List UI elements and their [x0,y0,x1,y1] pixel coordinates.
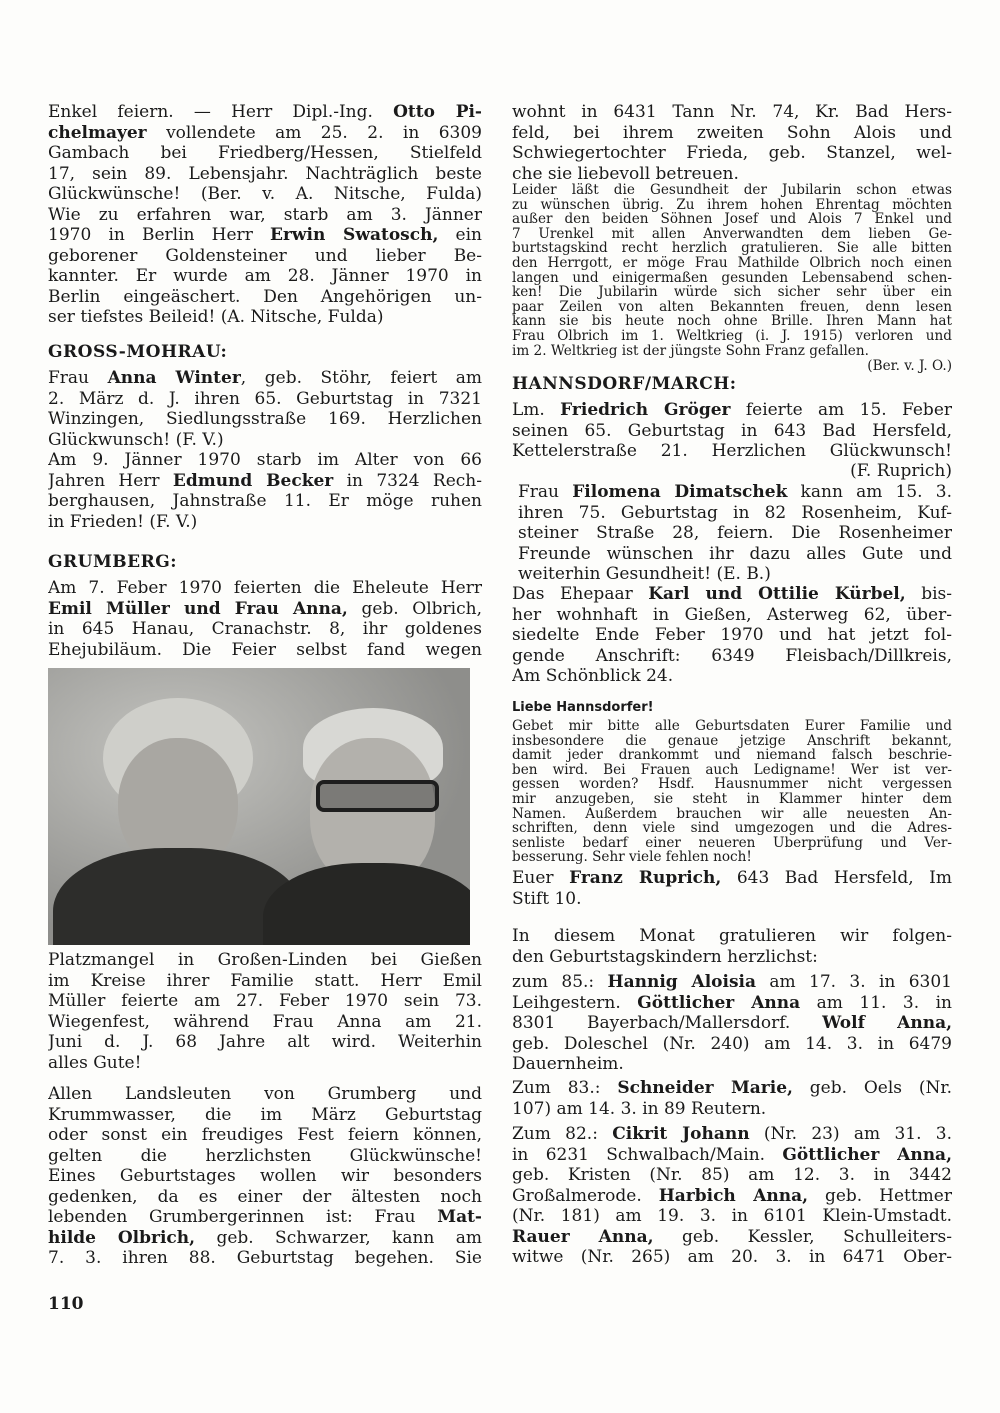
bold-name: Otto Pi- [393,102,482,122]
text-line: siedelte Ende Feber 1970 und hat jetzt fol- [512,625,952,645]
text-line: oder sonst ein freudiges Fest feiern können, [48,1125,482,1145]
text-line: Stift 10. [512,888,582,909]
text-line: seinen 65. Geburtstag in 643 Bad Hersfeld, [512,420,952,441]
bold-name: Anna Winter [107,368,241,388]
text-line: Leider läßt die Gesundheit der Jubilarin schon etwas [512,183,952,198]
text-line: zu wünschen übrig. Zu ihrem hohen Ehrentag möchten [512,197,952,213]
bold-name: Friedrich Gröger [560,400,731,420]
text-line: damit jeder drankommt und niemand falsch beschrie- [512,748,952,763]
text-line: Gambach bei Friedberg/Hessen, Stielfeld [48,143,482,163]
paragraph-82 [512,1124,952,1268]
note-olbrich-sign [512,359,952,374]
text-line: paar Zeilen von alten Bekannten freuen, denn lesen [512,299,952,315]
bold-name: Wolf Anna, [822,1013,952,1033]
text-line: gelten die herzlichsten Glückwünsche! [48,1145,482,1166]
bold-name: chelmayer [48,122,147,143]
text-line: alles Gute! [48,1052,142,1073]
text-line: Winzingen, Siedlungsstraße 169. Herzlichen [48,409,482,429]
text-line: im Kreise ihrer Familie statt. Herr Emil [48,970,482,991]
paragraph-filomena-dimatschek [518,482,952,585]
text-line: in 645 Hanau, Cranachstr. 8, ihr goldenes [48,619,482,639]
text-line: Dauernheim. [512,1054,624,1074]
text-line: Am 7. Feber 1970 feierten die Eheleute Herr [48,578,482,598]
bold-name: Emil Müller und Frau Anna, [48,598,348,619]
text-line: 2. März d. J. ihren 65. Geburtstag in 7321 [48,388,482,409]
text-line: Müller feierte am 27. Feber 1970 sein 73. [48,991,482,1011]
bold-name: Erwin Swatosch, [270,225,439,245]
text-line: gende Anschrift: 6349 Fleisbach/Dillkreis, [512,645,952,666]
text-line: 8301 Bayerbach/Mallersdorf. Wolf Anna, [512,1013,952,1033]
text-line: Wiegenfest, während Frau Anna am 21. [48,1011,482,1032]
text-line: den Geburtstagskindern herzlichst: [512,946,818,967]
paragraph-85 [512,972,952,1075]
bold-name: Harbich Anna, [658,1185,809,1206]
signature: (Ber. v. J. O.) [867,359,952,374]
text-line: steiner Straße 28, feiern. Die Rosenheimer [518,523,952,543]
man-glasses [316,780,439,812]
text-line: wohnt in 6431 Tann Nr. 74, Kr. Bad Hers- [512,102,952,122]
paragraph-groeger-sign [512,461,952,482]
text-line: Berlin eingeäschert. Den Angehörigen un- [48,286,482,307]
text-line: Leihgestern. Göttlicher Anna am 11. 3. in [512,992,952,1013]
text-line: hilde Olbrich, geb. Schwarzer, kann am [48,1227,482,1248]
text-line: Eines Geburtstages wollen wir besonders [48,1166,482,1186]
text-line: Namen. Außerdem brauchen wir alle neuesten An- [512,806,952,822]
text-line: berghausen, Jahnstraße 11. Er möge ruhen [48,491,482,511]
bold-name: Mat- [437,1207,482,1227]
text-line: Wie zu erfahren war, starb am 3. Jänner [48,204,482,225]
text-line: Glückwünsche! (Ber. v. A. Nitsche, Fulda) [48,184,482,204]
paragraph-friedrich-groeger [512,400,952,462]
text-line: ben wird. Bei Frauen auch Ledigname! Wer ist ver- [512,762,952,778]
text-line: außer den beiden Söhnen Josef und Alois 7 Enkel und [512,212,952,227]
text-line: Glückwunsch! (F. V.) [48,429,224,450]
text-line: 1970 in Berlin Herr Erwin Swatosch, ein [48,225,482,245]
text-line: Lm. Friedrich Gröger feierte am 15. Feber [512,400,952,420]
paragraph-emil-mueller [48,578,482,660]
text-line: Allen Landsleuten von Grumberg und [48,1084,482,1104]
bold-name: Franz Ruprich, [569,868,722,888]
text-line: in Frieden! (F. V.) [48,511,198,532]
note-olbrich [512,183,952,358]
heading-hannsdorf-march: HANNSDORF/MARCH: [512,374,737,394]
text-line: insbesondere die genaue jetzige Anschrift bekannt, [512,733,952,749]
text-line: 17, sein 89. Lebensjahr. Nachträglich beste [48,163,482,184]
text-line: langen und einigermaßen gesunden Lebensabend schen- [512,270,952,286]
text-line: im 2. Weltkrieg ist der jüngste Sohn Franz gefallen. [512,343,869,359]
text-line: geborener Goldensteiner und lieber Be- [48,245,482,266]
heading-grumberg: GRUMBERG: [48,552,178,572]
text-line: schriften, denn viele sind umgezogen und die Adres- [512,821,952,836]
text-line: geb. Doleschel (Nr. 240) am 14. 3. in 6479 [512,1033,952,1054]
text-line: Juni d. J. 68 Jahre alt wird. Weiterhin [48,1032,482,1052]
text-line: zum 85.: Hannig Aloisia am 17. 3. in 6301 [512,972,952,992]
paragraph-grumberg-greetings [48,1084,482,1269]
text-line: 107) am 14. 3. in 89 Reutern. [512,1098,767,1119]
bold-name: Filomena Dimatschek [572,482,788,502]
text-line: besserung. Sehr viele fehlen noch! [512,850,752,865]
note-hannsdorfer [512,719,952,865]
heading-liebe-hannsdorfer: Liebe Hannsdorfer! [512,700,654,715]
text-line: che sie liebevoll betreuen. [512,163,739,184]
text-line: gessen worden? Hsdf. Hausnummer nicht vergessen [512,777,952,792]
text-line: burtstagskind recht herzlich gratulieren. Sie alle bitten [512,241,952,256]
text-line: Frau Filomena Dimatschek kann am 15. 3. [518,482,952,502]
text-line: Schwiegertochter Frieda, geb. Stanzel, wel- [512,143,952,163]
text-line: Am 9. Jänner 1970 starb im Alter von 66 [48,450,482,470]
page-number: 110 [48,1294,84,1314]
text-line: gedenken, da es einer der ältesten noch [48,1186,482,1207]
text-line: Frau Olbrich im 1. Weltkrieg (i. J. 1915) verloren und [512,328,952,344]
paragraph-anna-winter [48,368,482,450]
heading-gross-mohrau: GROSS-MOHRAU: [48,342,228,362]
text-line: Kettelerstraße 21. Herzlichen Glückwunsch! [512,441,952,461]
text-line: 7 Urenkel mit allen Anverwandten dem lieben Ge- [512,226,952,242]
paragraph-83 [512,1078,952,1119]
text-line: Am Schönblick 24. [512,666,674,686]
text-line: Frau Anna Winter, geb. Stöhr, feiert am [48,368,482,388]
text-line: lebenden Grumbergerinnen ist: Frau Mat- [48,1207,482,1227]
text-line: ihren 75. Geburtstag in 82 Rosenheim, Kuf- [518,502,952,523]
text-line: Rauer Anna, geb. Kessler, Schulleiters- [512,1226,952,1247]
signature: (F. Ruprich) [850,461,952,481]
text-line: Euer Franz Ruprich, 643 Bad Hersfeld, Im [512,868,952,888]
text-line: feld, bei ihrem zweiten Sohn Alois und [512,122,952,143]
text-line: (Nr. 181) am 19. 3. in 6101 Klein-Umstadt. [512,1206,952,1226]
text-line: kann sie bis heute noch ohne Brille. Ihren Mann hat [512,314,952,329]
bold-name: Hannig Aloisia [607,972,757,992]
bold-name: Edmund Becker [172,470,334,491]
paragraph-edmund-becker [48,450,482,532]
text-line: Ehejubiläum. Die Feier selbst fand wegen [48,639,482,660]
text-line: Enkel feiern. — Herr Dipl.-Ing. Otto Pi- [48,102,482,122]
text-line: Platzmangel in Großen-Linden bei Gießen [48,950,482,970]
paragraph-franz-ruprich [512,868,952,909]
bold-name: Karl und Ottilie Kürbel, [648,584,906,604]
text-line: Krummwasser, die im März Geburtstag [48,1104,482,1125]
text-line: ser tiefstes Beileid! (A. Nitsche, Fulda) [48,307,384,327]
text-line: Zum 83.: Schneider Marie, geb. Oels (Nr. [512,1078,952,1098]
text-line: den Herrgott, er möge Frau Mathilde Olbrich noch einen [512,255,952,271]
paragraph-emil-mueller-cont [48,950,482,1073]
text-line: mir anzugeben, sie steht in Klammer hinter dem [512,791,952,807]
text-line: Großalmerode. Harbich Anna, geb. Hettmer [512,1185,952,1206]
text-line: In diesem Monat gratulieren wir folgen- [512,926,952,946]
text-line: Jahren Herr Edmund Becker in 7324 Rech- [48,470,482,491]
text-line: geb. Kristen (Nr. 85) am 12. 3. in 3442 [512,1165,952,1185]
bold-name: Rauer Anna, [512,1226,654,1247]
bold-name: hilde Olbrich, [48,1227,196,1248]
bold-name: Göttlicher Anna [637,992,801,1013]
paragraph-tann [512,102,952,184]
paragraph-birthday-intro [512,926,952,967]
bold-name: Göttlicher Anna, [782,1144,952,1165]
text-line: ken! Die Jubilarin würde sich sicher sehr über ein [512,285,952,300]
text-line: Gebet mir bitte alle Geburtsdaten Eurer Familie und [512,719,952,734]
text-line: in 6231 Schwalbach/Main. Göttlicher Anna, [512,1144,952,1165]
text-line: weiterhin Gesundheit! (E. B.) [518,564,771,584]
text-line: kannter. Er wurde am 28. Jänner 1970 in [48,266,482,286]
text-line: Zum 82.: Cikrit Johann (Nr. 23) am 31. 3. [512,1124,952,1144]
text-line: chelmayer vollendete am 25. 2. in 6309 [48,122,482,143]
paragraph-kuerbel [512,584,952,687]
bold-name: Schneider Marie, [617,1078,793,1098]
text-line: 7. 3. ihren 88. Geburtstag begehen. Sie [48,1248,482,1268]
text-line: senliste bedarf einer neueren Überprüfung und Ver- [512,835,952,851]
paragraph-pichelmayer-swatosch [48,102,482,328]
text-line: Emil Müller und Frau Anna, geb. Olbrich, [48,598,482,619]
text-line: Freunde wünschen ihr dazu alles Gute und [518,543,952,564]
right-column [512,0,952,1413]
text-line: witwe (Nr. 265) am 20. 3. in 6471 Ober- [512,1247,952,1267]
photo-couple [48,668,470,945]
text-line: Das Ehepaar Karl und Ottilie Kürbel, bis- [512,584,952,604]
text-line: her wohnhaft in Gießen, Asterweg 62, über- [512,604,952,625]
bold-name: Cikrit Johann [612,1124,750,1144]
